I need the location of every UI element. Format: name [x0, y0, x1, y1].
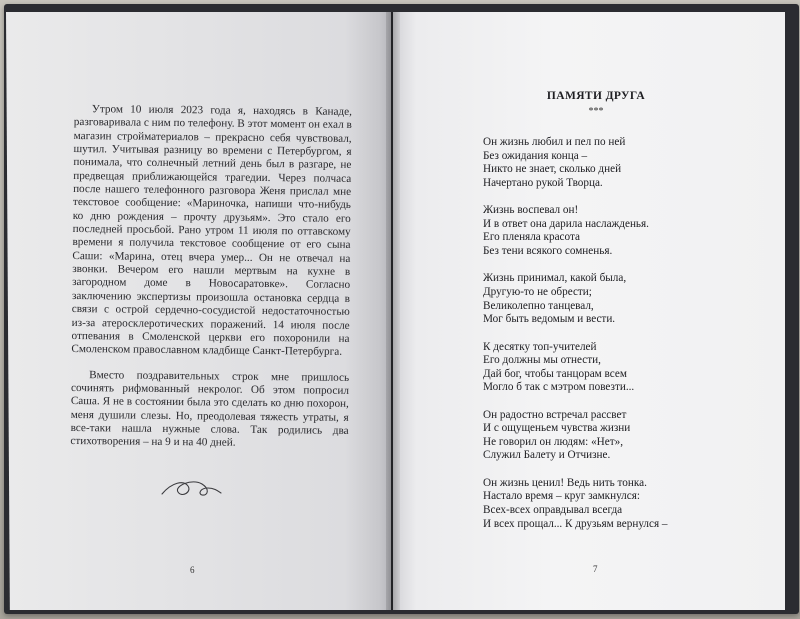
paragraph: Вместо поздравительных строк мне пришлось сочинять рифмованный некролог. Об этом попросил Саша. Я не в состоянии была это сделать ко дню похорон, меня душили слезы. Но, преодолевая тяжесть утраты, я все-таки нашла нужные слова. Так родились два стихотворения – на 9 и на 40 дней.	[70, 368, 350, 449]
poem-line: Всех-всех оправдывал всегда	[483, 504, 623, 517]
stanza	[483, 477, 723, 531]
poem-line: Никто не знает, сколько дней	[483, 163, 622, 176]
stanza	[483, 272, 723, 326]
left-page-text	[70, 103, 352, 463]
poem-line: И всех прощал... К друзьям вернулся –	[483, 517, 668, 530]
poem-line: Дай бог, чтобы танцорам всем	[483, 367, 627, 380]
page-number-right: 7	[593, 564, 598, 574]
poem-line: Служил Балету и Отчизне.	[483, 449, 611, 462]
poem-line: К десятку топ-учителей	[483, 340, 597, 353]
poem-line: Великолепно танцевал,	[483, 299, 594, 312]
poem-line: И с ощущеньем чувства жизни	[483, 422, 631, 435]
poem-line: И в ответ она дарила наслажденья.	[483, 217, 649, 230]
title-ornament: ***	[588, 106, 604, 117]
stanza	[483, 409, 723, 463]
swirl-ornament-icon	[158, 474, 224, 502]
poem-line: Он радостно встречал рассвет	[483, 408, 627, 421]
poem-line: Другую-то не обрести;	[483, 285, 592, 298]
poem-line: Его пленяла красота	[483, 231, 580, 244]
poem-title: ПАМЯТИ ДРУГА	[546, 90, 646, 102]
poem-line: Начертано рукой Творца.	[483, 176, 603, 189]
poem-line: Без ожидания конца –	[483, 149, 588, 162]
poem-line: Мог быть ведомым и вести.	[483, 313, 616, 326]
poem-line: Без тени всякого сомненья.	[483, 244, 613, 257]
poem-line: Не говорил он людям: «Нет»,	[483, 435, 623, 448]
poem-line: Его должны мы отнести,	[483, 354, 601, 367]
paragraph: Утром 10 июля 2023 года я, находясь в Канаде, разговаривала с ним по телефону. В этот момент он ехал в магазин стройматериалов – прекрасно себя чувствовал, шутил. Учитывая разницу во времени с Петербургом, я понимала, что солнечный летний день был в разгаре, не предвещая приближающейся трагедии. Через полчаса после нашего телефонного разговора Женя прислал мне текстовое сообщение: «Мариночка, напиши что-нибудь ко дню рождения – прочту друзьям». Это стало его последней просьбой. Рано утром 11 июля по оттавскому времени я получила текстовое сообщение от его сына Саши: «Марина, отец вчера умер... Он не отвечал на звонки. Вечером его нашли мертвым на кухне в загородном доме в Новосаратовке». Согласно заключению экспертизы произошла остановка сердца в связи с острой сердечно-сосудистой недостаточностью из-за атеросклеротических поражений. 14 июля после отпевания в Смоленской церкви его похоронили на Смоленском православном кладбище Санкт-Петербурга.	[71, 103, 352, 359]
poem-line: Жизнь принимал, какой была,	[483, 272, 627, 285]
stanza	[483, 341, 723, 395]
poem-line: Могло б так с мэтром повезти...	[483, 381, 635, 394]
book-spine	[386, 12, 400, 610]
stanza	[483, 204, 723, 258]
page-number-left: 6	[190, 565, 195, 575]
poem-line: Он жизнь ценил! Ведь нить тонка.	[483, 476, 647, 489]
poem-line: Жизнь воспевал он!	[483, 204, 579, 217]
poem	[483, 136, 723, 545]
stanza	[483, 136, 723, 190]
poem-line: Он жизнь любил и пел по ней	[483, 136, 626, 148]
poem-line: Настало время – круг замкнулся:	[483, 490, 640, 503]
